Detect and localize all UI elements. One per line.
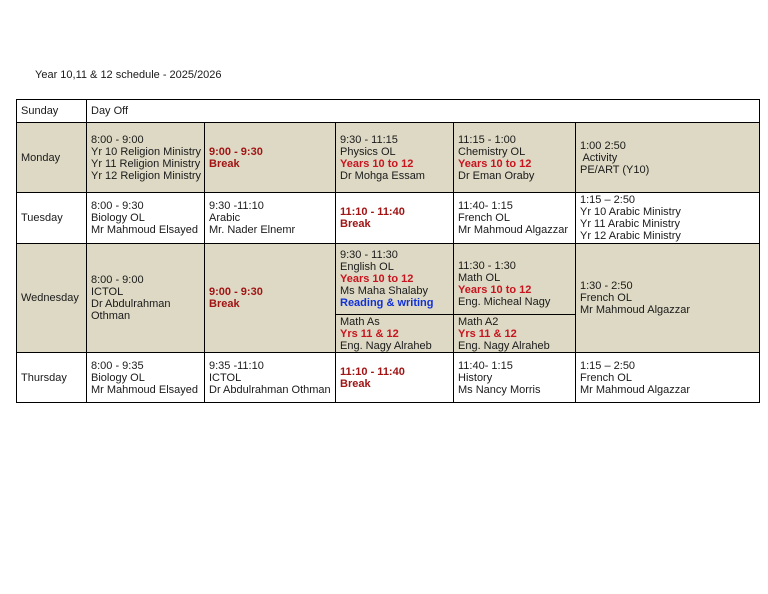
slot-years: Years 10 to 12 bbox=[458, 157, 532, 170]
slot-subject: Biology OL bbox=[91, 371, 145, 384]
thursday-slot-5 bbox=[576, 353, 760, 403]
slot-time: 1:30 - 2:50 bbox=[580, 280, 633, 292]
slot-time: 8:00 - 9:30 bbox=[91, 200, 144, 212]
slot-subject: Chemistry OL bbox=[458, 145, 526, 158]
slot-teacher: Dr Eman Oraby bbox=[458, 169, 535, 182]
slot-teacher: Ms Nancy Morris bbox=[458, 383, 541, 396]
slot-time: 8:00 - 9:00 bbox=[91, 274, 144, 286]
slot-teacher: Mr Mahmoud Elsayed bbox=[91, 383, 198, 396]
slot-time: 1:00 2:50 bbox=[580, 139, 626, 152]
day-cell-wednesday: Wednesday bbox=[17, 244, 87, 353]
slot-time: 11:15 - 1:00 bbox=[458, 133, 516, 146]
slot-teacher: Mr Mahmoud Algazzar bbox=[580, 304, 691, 316]
slot-time: 11:40- 1:15 bbox=[458, 359, 513, 372]
slot-time: 9:30 -11:10 bbox=[209, 200, 264, 212]
slot-teacher: Eng. Nagy Alraheb bbox=[458, 340, 550, 352]
break-label: Break bbox=[209, 298, 240, 310]
slot-subject: Physics OL bbox=[340, 145, 396, 158]
slot-subject: French OL bbox=[580, 371, 632, 384]
thursday-slot-1 bbox=[87, 353, 205, 403]
row-sunday bbox=[17, 100, 760, 123]
monday-slot-3 bbox=[336, 123, 454, 193]
slot-teacher: Eng. Nagy Alraheb bbox=[340, 340, 432, 352]
slot-years: Years 10 to 12 bbox=[340, 157, 414, 170]
slot-line: Activity bbox=[580, 151, 618, 164]
day-cell-tuesday: Tuesday bbox=[17, 193, 87, 244]
slot-teacher: Dr Mohga Essam bbox=[340, 169, 425, 182]
slot-teacher: Dr Abdulrahman bbox=[91, 298, 171, 310]
slot-subject: ICTOL bbox=[209, 371, 242, 384]
slot-subject: Arabic bbox=[209, 212, 241, 224]
slot-line: Yr 10 Arabic Ministry bbox=[580, 206, 681, 218]
slot-years: Years 10 to 12 bbox=[340, 273, 414, 285]
row-thursday bbox=[17, 353, 760, 403]
wednesday-slot-1 bbox=[87, 244, 205, 353]
slot-teacher: Eng. Micheal Nagy bbox=[458, 295, 551, 308]
slot-years: Years 10 to 12 bbox=[458, 283, 532, 296]
break-time: 9:00 - 9:30 bbox=[209, 286, 263, 298]
slot-teacher: Mr Mahmoud Algazzar bbox=[580, 383, 691, 396]
slot-line: Yr 11 Arabic Ministry bbox=[580, 218, 681, 230]
slot-teacher: Ms Maha Shalaby bbox=[340, 285, 429, 297]
wednesday-slot-4 bbox=[454, 244, 576, 315]
slot-subject: French OL bbox=[458, 212, 510, 224]
schedule-table bbox=[16, 99, 760, 403]
wednesday-slot-3 bbox=[336, 244, 454, 315]
slot-focus: Reading & writing bbox=[340, 297, 434, 309]
tuesday-slot-3 bbox=[336, 193, 454, 244]
page-title: Year 10,11 & 12 schedule - 2025/2026 bbox=[35, 69, 222, 81]
break-label: Break bbox=[209, 157, 240, 170]
row-wednesday bbox=[17, 244, 760, 315]
row-tuesday bbox=[17, 193, 760, 244]
slot-teacher: Mr. Nader Elnemr bbox=[209, 224, 296, 236]
slot-line: Yr 10 Religion Ministry bbox=[91, 145, 202, 158]
thursday-slot-3 bbox=[336, 353, 454, 403]
slot-line: Yr 11 Religion Ministry bbox=[91, 157, 201, 170]
monday-slot-2 bbox=[205, 123, 336, 193]
slot-subject: Biology OL bbox=[91, 212, 145, 224]
break-label: Break bbox=[340, 218, 371, 230]
day-cell-sunday: Sunday bbox=[17, 100, 87, 123]
break-time: 11:10 - 11:40 bbox=[340, 206, 405, 218]
slot-subject: Math A2 bbox=[458, 316, 499, 328]
slot-time: 11:30 - 1:30 bbox=[458, 259, 516, 272]
wednesday-slot-5 bbox=[576, 244, 760, 353]
thursday-slot-2 bbox=[205, 353, 336, 403]
slot-time: 9:30 - 11:30 bbox=[340, 249, 398, 261]
break-label: Break bbox=[340, 377, 371, 390]
slot-subject: English OL bbox=[340, 261, 394, 273]
slot-time: 8:00 - 9:35 bbox=[91, 359, 144, 372]
slot-time: 1:15 – 2:50 bbox=[580, 359, 636, 372]
slot-teacher: Mr Mahmoud Elsayed bbox=[91, 224, 198, 236]
wednesday-slot-4b bbox=[454, 315, 576, 353]
tuesday-slot-4 bbox=[454, 193, 576, 244]
slot-teacher: Mr Mahmoud Algazzar bbox=[458, 224, 569, 236]
break-time: 11:10 - 11:40 bbox=[340, 365, 405, 378]
day-off-cell: Day Off bbox=[87, 100, 760, 123]
slot-line: Yr 12 Religion Ministry bbox=[91, 169, 202, 182]
slot-teacher: Dr Abdulrahman Othman bbox=[209, 383, 331, 396]
slot-subject: History bbox=[458, 371, 493, 384]
slot-time: 1:15 – 2:50 bbox=[580, 194, 636, 206]
slot-teacher: Othman bbox=[91, 310, 131, 322]
wednesday-slot-2 bbox=[205, 244, 336, 353]
wednesday-slot-3b bbox=[336, 315, 454, 353]
slot-subject: ICTOL bbox=[91, 286, 124, 298]
thursday-slot-4 bbox=[454, 353, 576, 403]
slot-line: PE/ART (Y10) bbox=[580, 163, 650, 176]
slot-time: 9:35 -11:10 bbox=[209, 359, 264, 372]
monday-slot-4 bbox=[454, 123, 576, 193]
break-time: 9:00 - 9:30 bbox=[209, 145, 263, 158]
tuesday-slot-5 bbox=[576, 193, 760, 244]
slot-subject: Math OL bbox=[458, 271, 501, 284]
monday-slot-1 bbox=[87, 123, 205, 193]
slot-subject: Math As bbox=[340, 316, 380, 328]
slot-years: Yrs 11 & 12 bbox=[458, 328, 517, 340]
slot-years: Yrs 11 & 12 bbox=[340, 328, 399, 340]
slot-time: 11:40- 1:15 bbox=[458, 200, 513, 212]
day-cell-thursday: Thursday bbox=[17, 353, 87, 403]
row-monday bbox=[17, 123, 760, 193]
monday-slot-5 bbox=[576, 123, 760, 193]
slot-subject: French OL bbox=[580, 292, 632, 304]
tuesday-slot-1 bbox=[87, 193, 205, 244]
tuesday-slot-2 bbox=[205, 193, 336, 244]
slot-time: 8:00 - 9:00 bbox=[91, 133, 144, 146]
slot-line: Yr 12 Arabic Ministry bbox=[580, 230, 681, 242]
slot-time: 9:30 - 11:15 bbox=[340, 133, 398, 146]
day-cell-monday: Monday bbox=[17, 123, 87, 193]
